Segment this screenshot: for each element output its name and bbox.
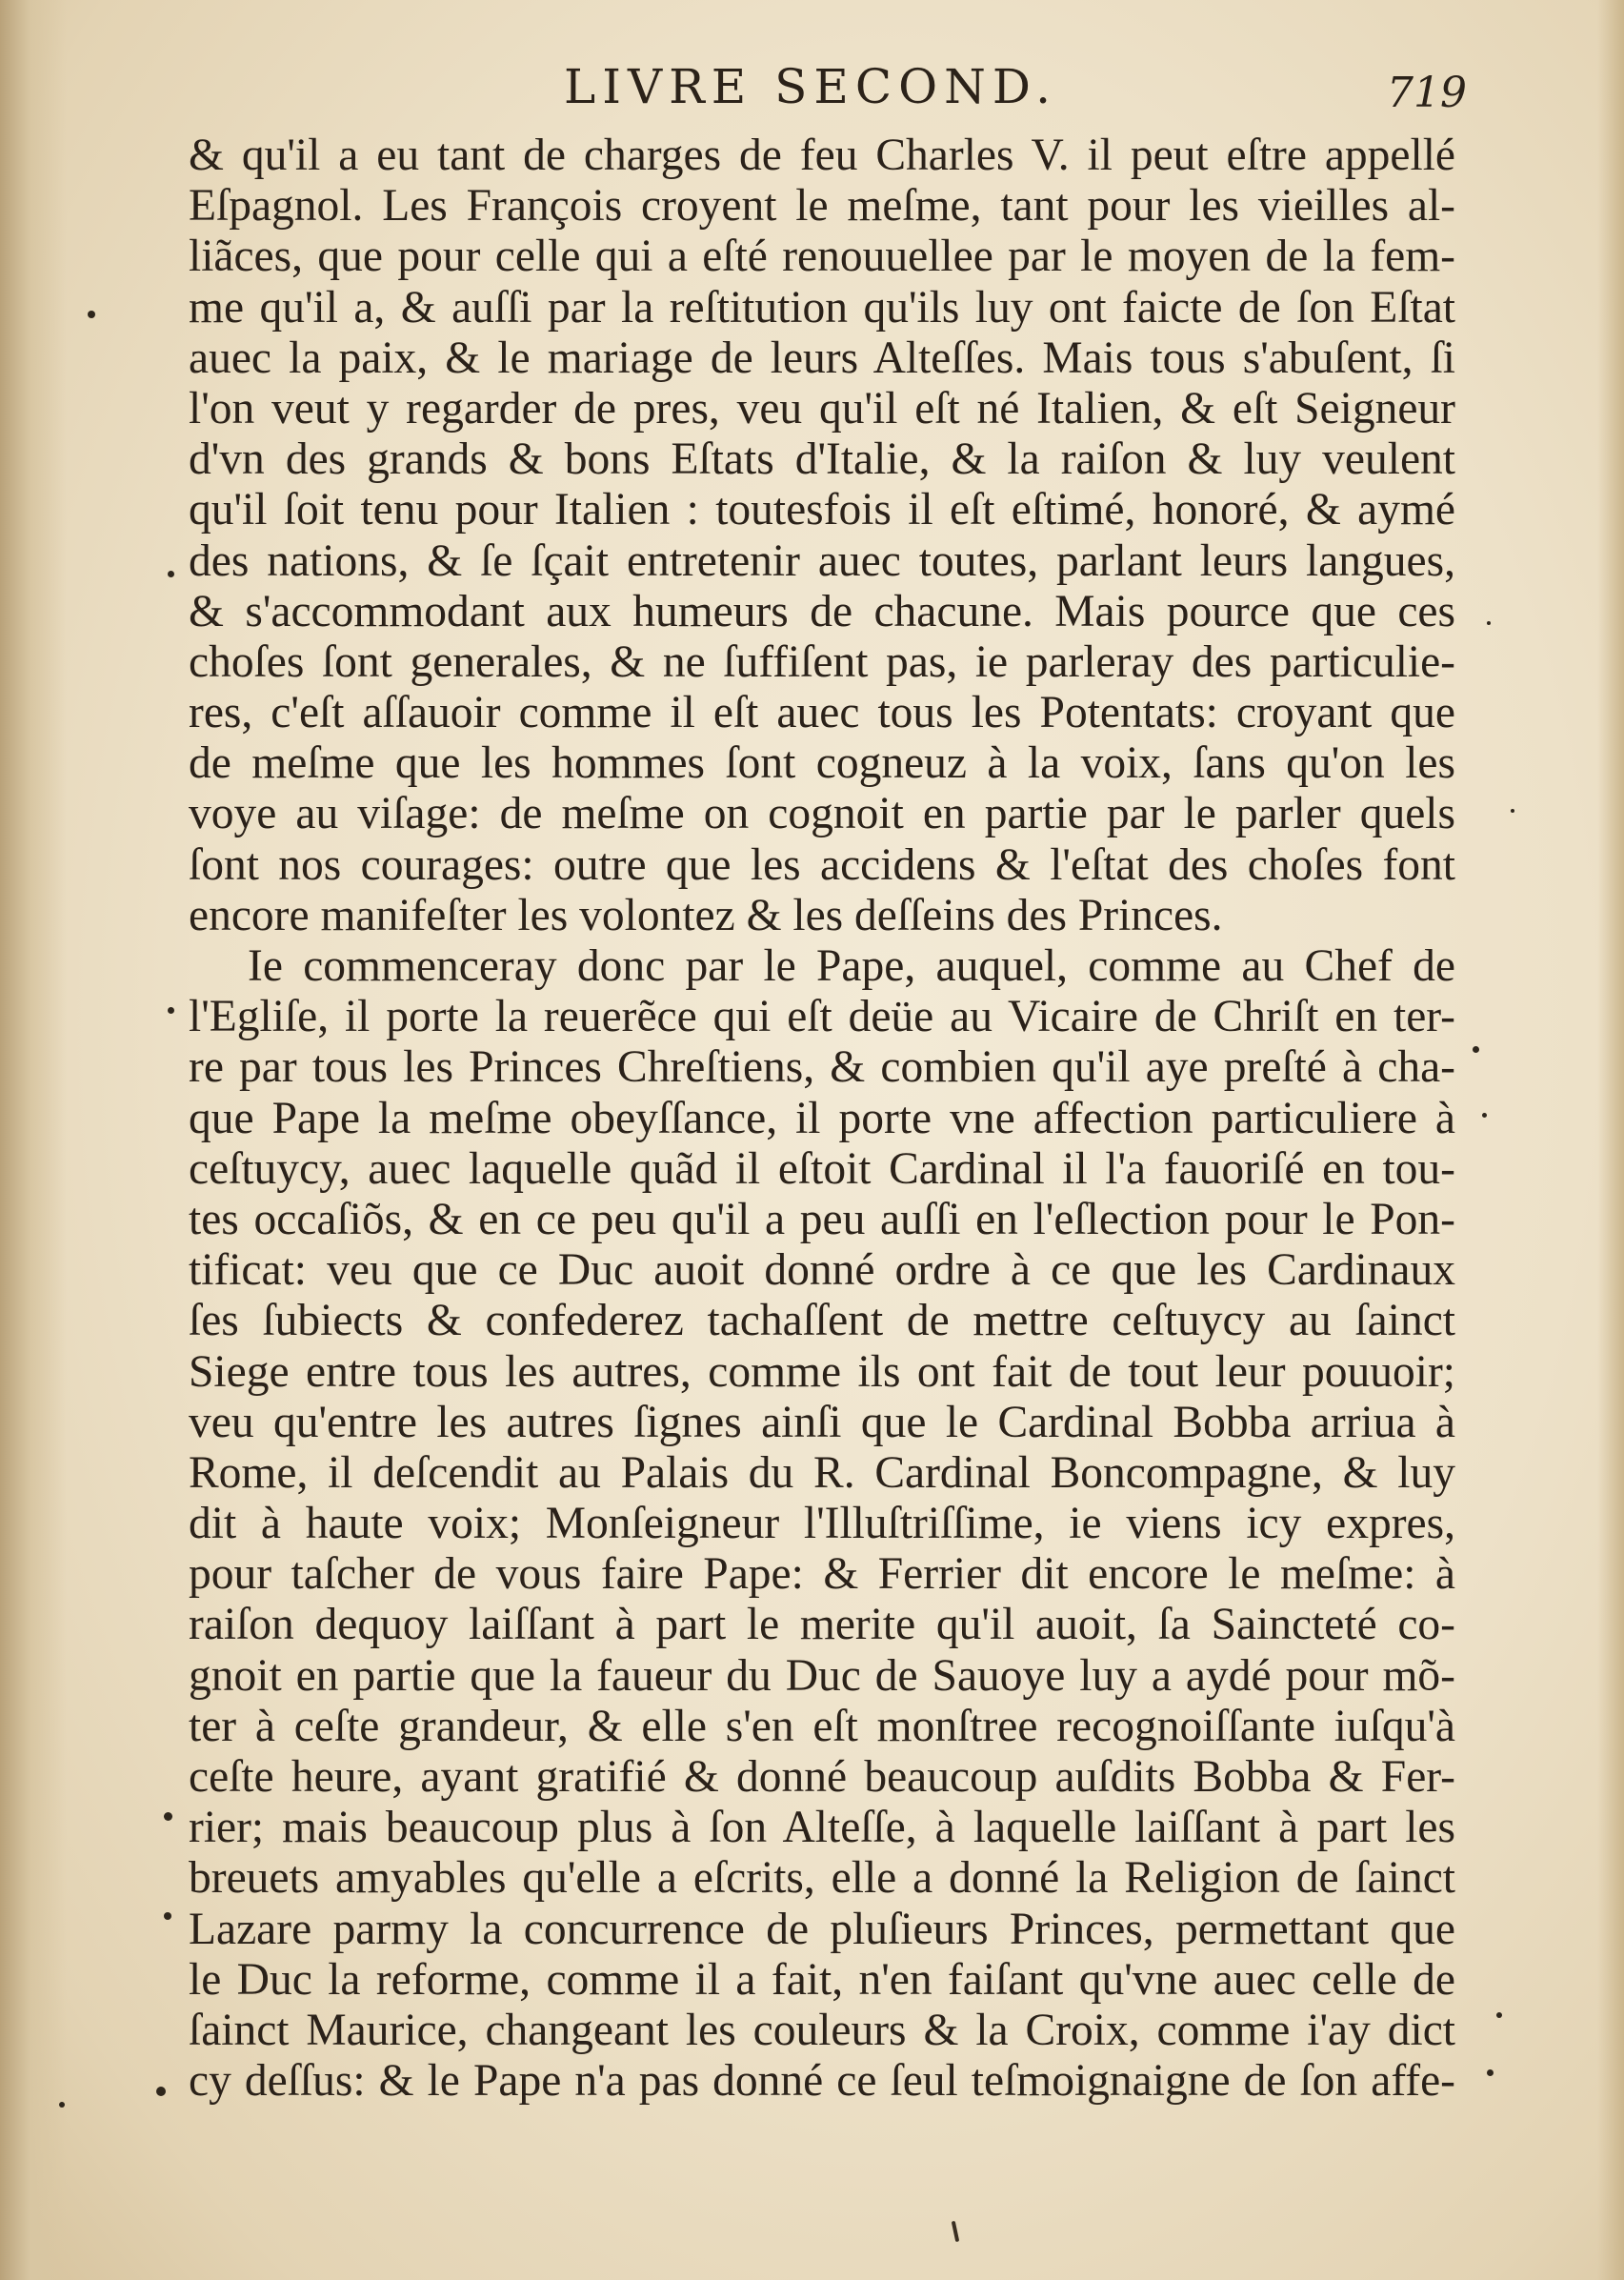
running-head (0, 59, 1624, 126)
ink-speck (1482, 1113, 1487, 1118)
text-line: rier; mais beaucoup plus à ſon Alteſſe, à laquelle laiſſant à part les (189, 1803, 1455, 1853)
page-edge (1597, 0, 1624, 2280)
ink-speck (1487, 621, 1491, 625)
text-line: le Duc la reforme, comme il a fait, n'en faiſant qu'vne auec celle de (189, 1954, 1455, 2005)
ink-speck (88, 311, 95, 318)
ink-speck (168, 571, 174, 577)
text-line: Eſpagnol. Les François croyent le meſme, tant pour les vieilles al- (189, 181, 1455, 232)
text-line: des nations, & ſe ſçait entretenir auec toutes, parlant leurs langues, (189, 535, 1455, 586)
text-line: ſainct Maurice, changeant les couleurs & la Croix, comme i'ay dict (189, 2005, 1455, 2055)
ink-speck (156, 2087, 166, 2096)
paragraph-start-line: Ie commenceray donc par le Pape, auquel, comme au Chef de (248, 941, 1455, 991)
text-line: que Pape la meſme obeyſſance, il porte vne affection particuliere à (189, 1093, 1455, 1143)
text-line: l'on veut y regarder de pres, veu qu'il eſt né Italien, & eſt Seigneur (189, 383, 1455, 434)
spine-shadow (0, 0, 67, 2280)
ink-speck (1496, 2012, 1502, 2018)
ink-speck (164, 1912, 171, 1920)
text-line: l'Egliſe, il porte la reuerẽce qui eſt deüe au Vicaire de Chriſt en ter- (189, 992, 1455, 1042)
text-line: Lazare parmy la concurrence de pluſieurs Princes, permettant que (189, 1904, 1455, 1954)
text-line: re par tous les Princes Chreſtiens, & combien qu'il aye preſté à cha- (189, 1042, 1455, 1093)
text-line: raiſon dequoy laiſſant à part le merite qu'il auoit, ſa Saincteté co- (189, 1600, 1455, 1650)
ink-speck (59, 2102, 65, 2108)
text-line: ceſte heure, ayant gratifié & donné beaucoup auſdits Bobba & Fer- (189, 1752, 1455, 1802)
body-text (189, 131, 1455, 2107)
text-line: auec la paix, & le mariage de leurs Alteſſes. Mais tous s'abuſent, ſi (189, 333, 1455, 383)
ink-speck (1511, 809, 1514, 813)
text-line: gnoit en partie que la faueur du Duc de Sauoye luy a aydé pour mõ- (189, 1650, 1455, 1701)
text-line: me qu'il a, & auſſi par la reſtitution qu'ils luy ont faicte de ſon Eſtat (189, 282, 1455, 333)
page-number: 719 (1387, 69, 1467, 117)
text-line: pour taſcher de vous faire Pape: & Ferrier dit encore le meſme: à (189, 1549, 1455, 1600)
ink-speck (1487, 2069, 1494, 2076)
text-line: cy deſſus: & le Pape n'a pas donné ce ſeul teſmoignaigne de ſon affe- (189, 2056, 1455, 2107)
text-line: ter à ceſte grandeur, & elle s'en eſt monſtree recognoiſſante iuſqu'à (189, 1701, 1455, 1751)
text-line: liãces, que pour celle qui a eſté renouuellee par le moyen de la fem- (189, 232, 1455, 282)
text-line: choſes ſont generales, & ne ſuffiſent pas, ie parleray des particulie- (189, 636, 1455, 687)
text-line: d'vn des grands & bons Eſtats d'Italie, & la raiſon & luy veulent (189, 434, 1455, 485)
ink-speck (1473, 1046, 1479, 1053)
text-line: & qu'il a eu tant de charges de feu Charles V. il peut eſtre appellé (189, 131, 1455, 180)
ink-speck (168, 1007, 174, 1014)
paper-mark (952, 2221, 959, 2242)
text-line: & s'accommodant aux humeurs de chacune. Mais pource que ces (189, 586, 1455, 636)
text-line: qu'il ſoit tenu pour Italien : toutesfois il eſt eſtimé, honoré, & aymé (189, 485, 1455, 535)
text-line: encore manifeſter les volontez & les deſſeins des Princes. (189, 890, 1223, 940)
text-line: Siege entre tous les autres, comme ils ont fait de tout leur pouuoir; (189, 1346, 1455, 1397)
text-line: voye au viſage: de meſme on cognoit en partie par le parler quels (189, 789, 1455, 839)
text-line: tes occaſiõs, & en ce peu qu'il a peu auſſi en l'eſlection pour le Pon- (189, 1194, 1455, 1244)
text-line: ſont nos courages: outre que les accidens & l'eſtat des choſes font (189, 839, 1455, 890)
ink-speck (164, 1812, 172, 1821)
text-line: Rome, il deſcendit au Palais du R. Cardinal Boncompagne, & luy (189, 1447, 1455, 1498)
text-line: ſes ſubiects & confederez tachaſſent de mettre ceſtuycy au ſainct (189, 1296, 1455, 1346)
text-line: veu qu'entre les autres ſignes ainſi que le Cardinal Bobba arriua à (189, 1397, 1455, 1447)
text-line: res, c'eſt aſſauoir comme il eſt auec tous les Potentats: croyant que (189, 688, 1455, 738)
page-title: LIVRE SECOND. (564, 59, 1058, 114)
text-line: de meſme que les hommes ſont cogneuz à la voix, ſans qu'on les (189, 738, 1455, 789)
text-line: breuets amyables qu'elle a eſcrits, elle a donné la Religion de ſainct (189, 1853, 1455, 1904)
text-line: ceſtuycy, auec laquelle quãd il eſtoit Cardinal il l'a fauoriſé en tou- (189, 1143, 1455, 1194)
text-line: tificat: veu que ce Duc auoit donné ordre à ce que les Cardinaux (189, 1245, 1455, 1296)
text-line: dit à haute voix; Monſeigneur l'Illuſtriſſime, ie viens icy expres, (189, 1499, 1455, 1549)
